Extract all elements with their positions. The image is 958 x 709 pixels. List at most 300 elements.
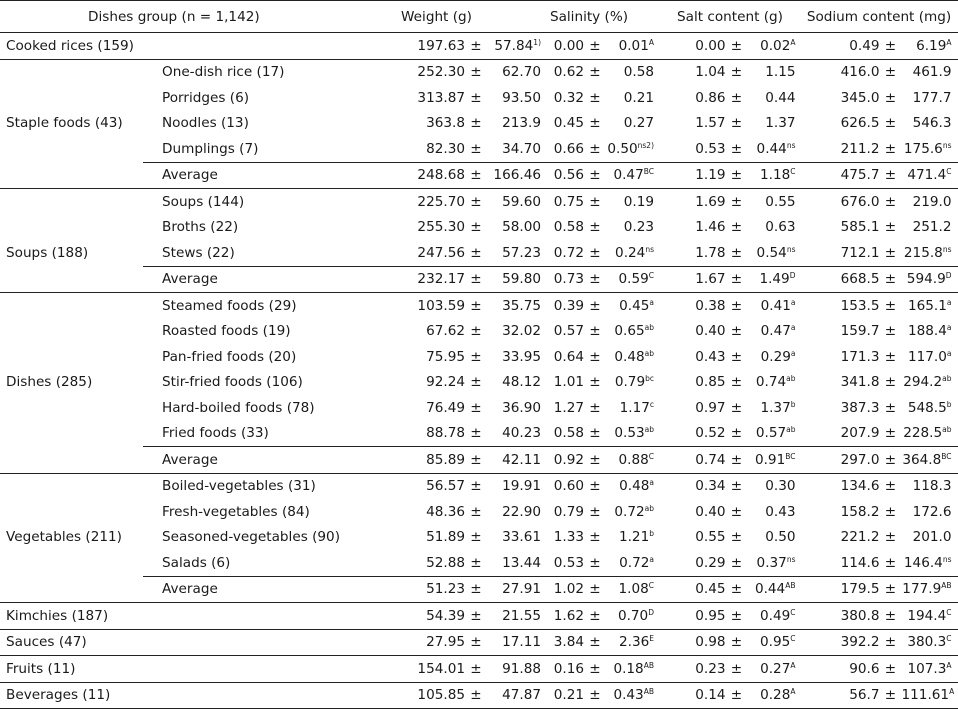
salinity-cell [518, 370, 660, 396]
sodium-sd-value: 177.7 [912, 89, 952, 106]
salt-mean: 0.55 [695, 529, 726, 546]
weight-cell [355, 421, 541, 447]
salinity-sd-value: 2.36 [618, 634, 650, 651]
weight-mean: 54.39 [426, 607, 465, 624]
salt-sd-value: 0.29 [760, 348, 791, 365]
salt-superscript: D [789, 271, 796, 281]
salt-superscript: ns [786, 244, 796, 254]
plus-minus-symbol: ± [884, 193, 897, 210]
salt-cell [660, 85, 800, 111]
sodium-mean: 171.3 [840, 348, 880, 365]
weight-sd-value: 13.44 [502, 554, 541, 571]
salt-sd [748, 64, 796, 80]
salt-mean: 0.14 [695, 687, 726, 704]
weight-mean: 48.36 [426, 503, 465, 520]
sodium-mean: 475.7 [840, 167, 880, 184]
salinity-sd-value: 0.24 [615, 244, 646, 261]
group-label: Staple foods (43) [6, 115, 123, 132]
sodium-cell [800, 344, 958, 370]
sodium-sd-value: 380.3 [907, 634, 947, 651]
plus-minus-symbol: ± [470, 89, 482, 106]
sodium-sd-value: 118.3 [912, 478, 952, 495]
salinity-sd [606, 400, 654, 416]
sodium-sd-value: 194.4 [907, 607, 947, 624]
salinity-cell [518, 525, 660, 551]
weight-cell [355, 682, 541, 709]
salinity-sd-value: 0.45 [619, 297, 650, 314]
plus-minus-symbol: ± [730, 607, 743, 624]
salt-cell [660, 111, 800, 137]
weight-cell [355, 629, 541, 656]
plus-minus-symbol: ± [730, 503, 743, 520]
sodium-sd [902, 400, 952, 416]
salinity-cell [518, 656, 660, 683]
salinity-cell [518, 293, 660, 319]
sodium-sd [902, 323, 952, 339]
salinity-mean: 0.00 [553, 37, 584, 54]
group-label: Kimchies (187) [0, 603, 355, 630]
salinity-mean: 0.39 [553, 297, 584, 314]
table-row [0, 473, 958, 499]
salt-mean: 0.98 [695, 634, 726, 651]
plus-minus-symbol: ± [589, 271, 601, 288]
salt-sd [748, 608, 796, 624]
weight-sd-value: 35.75 [502, 297, 541, 314]
group-label [0, 293, 143, 319]
plus-minus-symbol: ± [589, 581, 601, 598]
weight-sd-value: 48.12 [502, 374, 541, 391]
sodium-sd [902, 115, 952, 131]
salt-sd-value: 0.74 [755, 374, 787, 391]
sodium-mean: 668.5 [840, 271, 880, 288]
group-label: Cooked rices (159) [0, 33, 355, 60]
salinity-sd [606, 349, 654, 365]
plus-minus-symbol: ± [884, 348, 897, 365]
subgroup-label: Salads (6) [162, 554, 231, 571]
plus-minus-symbol: ± [470, 297, 482, 314]
header-salinity: Salinity (%) [518, 1, 660, 33]
weight-mean: 103.59 [417, 297, 465, 314]
group-label [0, 59, 143, 85]
sodium-superscript: ns [942, 140, 952, 150]
salinity-superscript: AB [643, 660, 654, 670]
salt-sd-value: 0.02 [760, 37, 791, 54]
salt-superscript: a [790, 348, 796, 358]
plus-minus-symbol: ± [589, 64, 601, 81]
sodium-sd [901, 687, 955, 704]
salinity-mean: 0.53 [553, 554, 584, 571]
sodium-mean: 221.2 [840, 529, 880, 546]
weight-sd-value: 47.87 [502, 687, 541, 704]
plus-minus-symbol: ± [730, 244, 743, 261]
sodium-mean: 387.3 [840, 399, 880, 416]
sodium-mean: 179.5 [840, 581, 880, 598]
plus-minus-symbol: ± [589, 374, 601, 391]
salinity-sd-value: 0.27 [623, 115, 654, 132]
plus-minus-symbol: ± [730, 115, 743, 132]
weight-cell [355, 550, 541, 576]
salinity-sd [606, 64, 654, 80]
salt-sd [748, 323, 796, 339]
sodium-sd [902, 425, 952, 441]
salt-sd [748, 687, 796, 703]
plus-minus-symbol: ± [730, 687, 743, 704]
group-label [0, 85, 143, 111]
table-row [0, 59, 958, 85]
subgroup-label: Pan-fried foods (20) [162, 348, 297, 365]
sodium-sd [902, 194, 952, 210]
sodium-cell [800, 33, 958, 60]
plus-minus-symbol: ± [589, 323, 601, 340]
sodium-sd [902, 271, 952, 287]
plus-minus-symbol: ± [884, 687, 897, 704]
sodium-mean: 158.2 [840, 503, 880, 520]
sodium-sd [902, 608, 952, 624]
weight-mean: 363.8 [426, 115, 465, 132]
weight-mean: 92.24 [426, 374, 465, 391]
plus-minus-symbol: ± [589, 425, 601, 442]
sodium-sd [902, 452, 952, 468]
group-label [0, 215, 143, 241]
group-label: Vegetables (211) [6, 529, 122, 546]
salt-sd [748, 245, 796, 261]
plus-minus-symbol: ± [730, 478, 743, 495]
salinity-superscript: AB [643, 687, 654, 697]
sodium-cell [800, 85, 958, 111]
weight-mean: 67.62 [426, 323, 465, 340]
plus-minus-symbol: ± [589, 297, 601, 314]
weight-cell [355, 603, 541, 630]
sodium-cell [800, 473, 958, 499]
weight-cell [355, 215, 541, 241]
sodium-sd-value: 107.3 [907, 660, 947, 677]
sodium-sd [902, 349, 952, 365]
salt-sd [748, 115, 796, 131]
plus-minus-symbol: ± [884, 297, 897, 314]
sodium-mean: 90.6 [849, 660, 880, 677]
salinity-cell [518, 344, 660, 370]
plus-minus-symbol: ± [470, 219, 482, 236]
table-row [0, 550, 958, 576]
weight-mean: 52.88 [426, 554, 465, 571]
salinity-mean: 0.92 [553, 451, 584, 468]
salinity-sd [606, 608, 654, 624]
salt-mean: 0.74 [695, 451, 726, 468]
weight-cell [355, 240, 541, 266]
plus-minus-symbol: ± [470, 244, 482, 261]
sodium-mean: 341.8 [840, 374, 880, 391]
subgroup-label: Noodles (13) [162, 115, 249, 132]
plus-minus-symbol: ± [884, 374, 897, 391]
weight-sd-value: 40.23 [502, 425, 541, 442]
salinity-cell [518, 136, 660, 162]
plus-minus-symbol: ± [730, 529, 743, 546]
sodium-sd [902, 38, 952, 54]
plus-minus-symbol: ± [730, 323, 743, 340]
sodium-sd [902, 219, 952, 235]
plus-minus-symbol: ± [730, 37, 743, 54]
plus-minus-symbol: ± [884, 271, 897, 288]
plus-minus-symbol: ± [589, 660, 601, 677]
plus-minus-symbol: ± [589, 89, 601, 106]
salinity-superscript: a [649, 478, 654, 488]
plus-minus-symbol: ± [884, 660, 897, 677]
weight-mean: 82.30 [426, 140, 465, 157]
sodium-superscript: a [946, 323, 952, 333]
salt-cell [660, 266, 800, 293]
sodium-superscript: AB [941, 581, 952, 591]
sodium-superscript: A [946, 660, 952, 670]
sodium-sd [902, 478, 952, 494]
weight-mean: 247.56 [417, 244, 465, 261]
sodium-sd-value: 117.0 [907, 348, 947, 365]
salinity-sd [606, 425, 654, 441]
plus-minus-symbol: ± [884, 140, 897, 157]
weight-cell [355, 162, 541, 189]
salinity-superscript: C [648, 451, 654, 461]
weight-cell [355, 33, 541, 60]
salinity-mean: 1.62 [553, 607, 584, 624]
sodium-mean: 626.5 [840, 115, 880, 132]
salt-mean: 0.52 [695, 425, 726, 442]
plus-minus-symbol: ± [884, 244, 897, 261]
salt-sd-value: 0.37 [756, 554, 787, 571]
group-label: Sauces (47) [0, 629, 355, 656]
plus-minus-symbol: ± [730, 167, 743, 184]
weight-mean: 232.17 [417, 271, 465, 288]
salt-sd [748, 529, 796, 545]
sodium-cell [800, 215, 958, 241]
salt-cell [660, 576, 800, 603]
salinity-mean: 0.45 [553, 115, 584, 132]
table-row [0, 344, 958, 370]
salinity-superscript: D [648, 607, 654, 617]
salt-cell [660, 550, 800, 576]
sodium-superscript: A [946, 37, 952, 47]
salinity-superscript: bc [645, 374, 654, 384]
plus-minus-symbol: ± [470, 425, 482, 442]
salt-sd [748, 219, 796, 235]
salinity-sd-value: 0.88 [618, 451, 649, 468]
salt-mean: 0.53 [695, 140, 726, 157]
weight-cell [355, 499, 541, 525]
sodium-mean: 345.0 [840, 89, 880, 106]
plus-minus-symbol: ± [470, 634, 482, 651]
salinity-mean: 0.57 [553, 323, 584, 340]
salt-sd [748, 504, 796, 520]
weight-mean: 85.89 [426, 451, 465, 468]
salinity-mean: 1.33 [553, 529, 584, 546]
subgroup-label: Steamed foods (29) [143, 293, 355, 319]
plus-minus-symbol: ± [884, 37, 897, 54]
subgroup-label: Dumplings (7) [162, 140, 259, 157]
plus-minus-symbol: ± [470, 687, 482, 704]
plus-minus-symbol: ± [470, 115, 482, 132]
salinity-sd [606, 245, 654, 261]
weight-cell [355, 85, 541, 111]
salinity-sd-value: 1.21 [618, 529, 650, 546]
salinity-mean: 0.16 [553, 660, 584, 677]
weight-sd-value: 36.90 [502, 399, 541, 416]
sodium-sd-value: 188.4 [907, 323, 947, 340]
sodium-cell [800, 189, 958, 215]
sodium-sd [902, 64, 952, 80]
salinity-superscript: a [649, 554, 654, 564]
plus-minus-symbol: ± [589, 634, 601, 651]
sodium-sd [902, 245, 952, 261]
weight-sd-value: 17.11 [502, 634, 541, 651]
salt-mean: 1.69 [695, 193, 726, 210]
sodium-sd [902, 90, 952, 106]
salt-sd-value: 1.49 [759, 271, 790, 288]
sodium-cell [800, 319, 958, 345]
salt-sd [748, 478, 796, 494]
sodium-cell [800, 395, 958, 421]
salt-sd [748, 298, 796, 314]
salinity-superscript: C [648, 271, 654, 281]
salinity-cell [518, 215, 660, 241]
salt-mean: 0.00 [695, 37, 726, 54]
salt-sd [748, 90, 796, 106]
sodium-sd-value: 172.6 [912, 503, 952, 520]
salt-mean: 0.86 [695, 89, 726, 106]
header-group: Dishes group (n = 1,142) [0, 1, 355, 33]
salt-sd-value: 1.37 [760, 399, 791, 416]
salinity-sd-value: 0.48 [614, 348, 645, 365]
salinity-sd [606, 529, 654, 545]
weight-sd-value: 57.23 [502, 244, 541, 261]
subgroup-label: Hard-boiled foods (78) [162, 399, 315, 416]
sodium-superscript: C [946, 167, 952, 177]
sodium-superscript: ab [942, 374, 952, 384]
plus-minus-symbol: ± [589, 529, 601, 546]
plus-minus-symbol: ± [884, 89, 897, 106]
salinity-sd [606, 141, 654, 157]
header-sodium: Sodium content (mg) [800, 1, 958, 33]
sodium-mean: 56.7 [849, 687, 880, 704]
salt-superscript: ab [786, 374, 796, 384]
sodium-cell [800, 59, 958, 85]
salinity-sd [606, 271, 654, 287]
table-row [0, 162, 958, 189]
weight-sd-value: 57.84 [494, 37, 534, 54]
salt-mean: 0.40 [695, 323, 726, 340]
group-label [0, 473, 143, 499]
table-row [0, 136, 958, 162]
salinity-superscript: C [648, 581, 654, 591]
salt-sd-value: 0.50 [765, 529, 796, 546]
sodium-sd-value: 6.19 [916, 37, 947, 54]
salt-cell [660, 162, 800, 189]
plus-minus-symbol: ± [730, 271, 743, 288]
salinity-cell [518, 319, 660, 345]
salt-cell [660, 499, 800, 525]
salinity-superscript: ns [645, 244, 654, 254]
sodium-mean: 114.6 [840, 554, 880, 571]
salt-sd [748, 425, 796, 441]
weight-mean: 27.95 [426, 634, 465, 651]
sodium-cell [800, 111, 958, 137]
plus-minus-symbol: ± [470, 478, 482, 495]
salinity-superscript: E [649, 634, 654, 644]
weight-mean: 75.95 [426, 348, 465, 365]
sodium-mean: 585.1 [840, 219, 880, 236]
salt-cell [660, 240, 800, 266]
weight-cell [355, 656, 541, 683]
table-row [0, 499, 958, 525]
salt-sd [748, 661, 796, 677]
salinity-sd-value: 0.72 [614, 503, 645, 520]
weight-superscript: 1) [533, 37, 541, 47]
sodium-cell [800, 603, 958, 630]
salinity-sd-value: 0.01 [618, 37, 649, 54]
weight-mean: 313.87 [417, 89, 465, 106]
subgroup-label: Average [143, 447, 355, 474]
sodium-mean: 153.5 [840, 297, 880, 314]
plus-minus-symbol: ± [470, 271, 482, 288]
salt-sd [748, 634, 796, 650]
subgroup-label: Porridges (6) [162, 89, 250, 106]
salinity-sd [606, 90, 654, 106]
plus-minus-symbol: ± [884, 503, 897, 520]
plus-minus-symbol: ± [884, 323, 897, 340]
sodium-mean: 712.1 [840, 244, 880, 261]
plus-minus-symbol: ± [589, 687, 601, 704]
salinity-sd-value: 0.19 [623, 193, 654, 210]
table-row [0, 293, 958, 319]
salt-cell [660, 395, 800, 421]
salt-sd-value: 1.18 [759, 167, 791, 184]
salt-sd-value: 0.27 [760, 660, 791, 677]
salt-sd [748, 555, 796, 571]
salt-superscript: ab [786, 425, 796, 435]
table-row [0, 629, 958, 656]
weight-cell [355, 266, 541, 293]
header-salt: Salt content (g) [660, 1, 800, 33]
subgroup-label: Roasted foods (19) [162, 323, 291, 340]
salt-sd-value: 0.54 [756, 244, 787, 261]
table-row [0, 111, 958, 137]
weight-sd-value: 19.91 [502, 478, 541, 495]
sodium-sd-value: 111.61 [901, 687, 950, 704]
salinity-sd-value: 1.08 [618, 581, 649, 598]
salinity-cell [518, 499, 660, 525]
salt-mean: 1.67 [695, 271, 726, 288]
plus-minus-symbol: ± [470, 503, 482, 520]
salt-sd [748, 581, 796, 597]
plus-minus-symbol: ± [884, 115, 897, 132]
salt-sd-value: 0.57 [755, 425, 787, 442]
salinity-sd-value: 0.72 [619, 554, 650, 571]
weight-mean: 225.70 [417, 193, 465, 210]
plus-minus-symbol: ± [589, 244, 601, 261]
sodium-superscript: ns [942, 244, 952, 254]
subgroup-label: Broths (22) [162, 219, 239, 236]
sodium-sd [902, 661, 952, 677]
weight-sd-value: 42.11 [502, 451, 541, 468]
sodium-superscript: C [946, 607, 952, 617]
salinity-sd-value: 1.17 [619, 399, 650, 416]
salt-mean: 0.95 [695, 607, 726, 624]
table-row [0, 319, 958, 345]
salt-superscript: BC [785, 451, 796, 461]
plus-minus-symbol: ± [470, 348, 482, 365]
sodium-cell [800, 629, 958, 656]
plus-minus-symbol: ± [589, 607, 601, 624]
plus-minus-symbol: ± [470, 451, 482, 468]
plus-minus-symbol: ± [730, 581, 743, 598]
weight-sd-value: 166.46 [493, 167, 541, 184]
